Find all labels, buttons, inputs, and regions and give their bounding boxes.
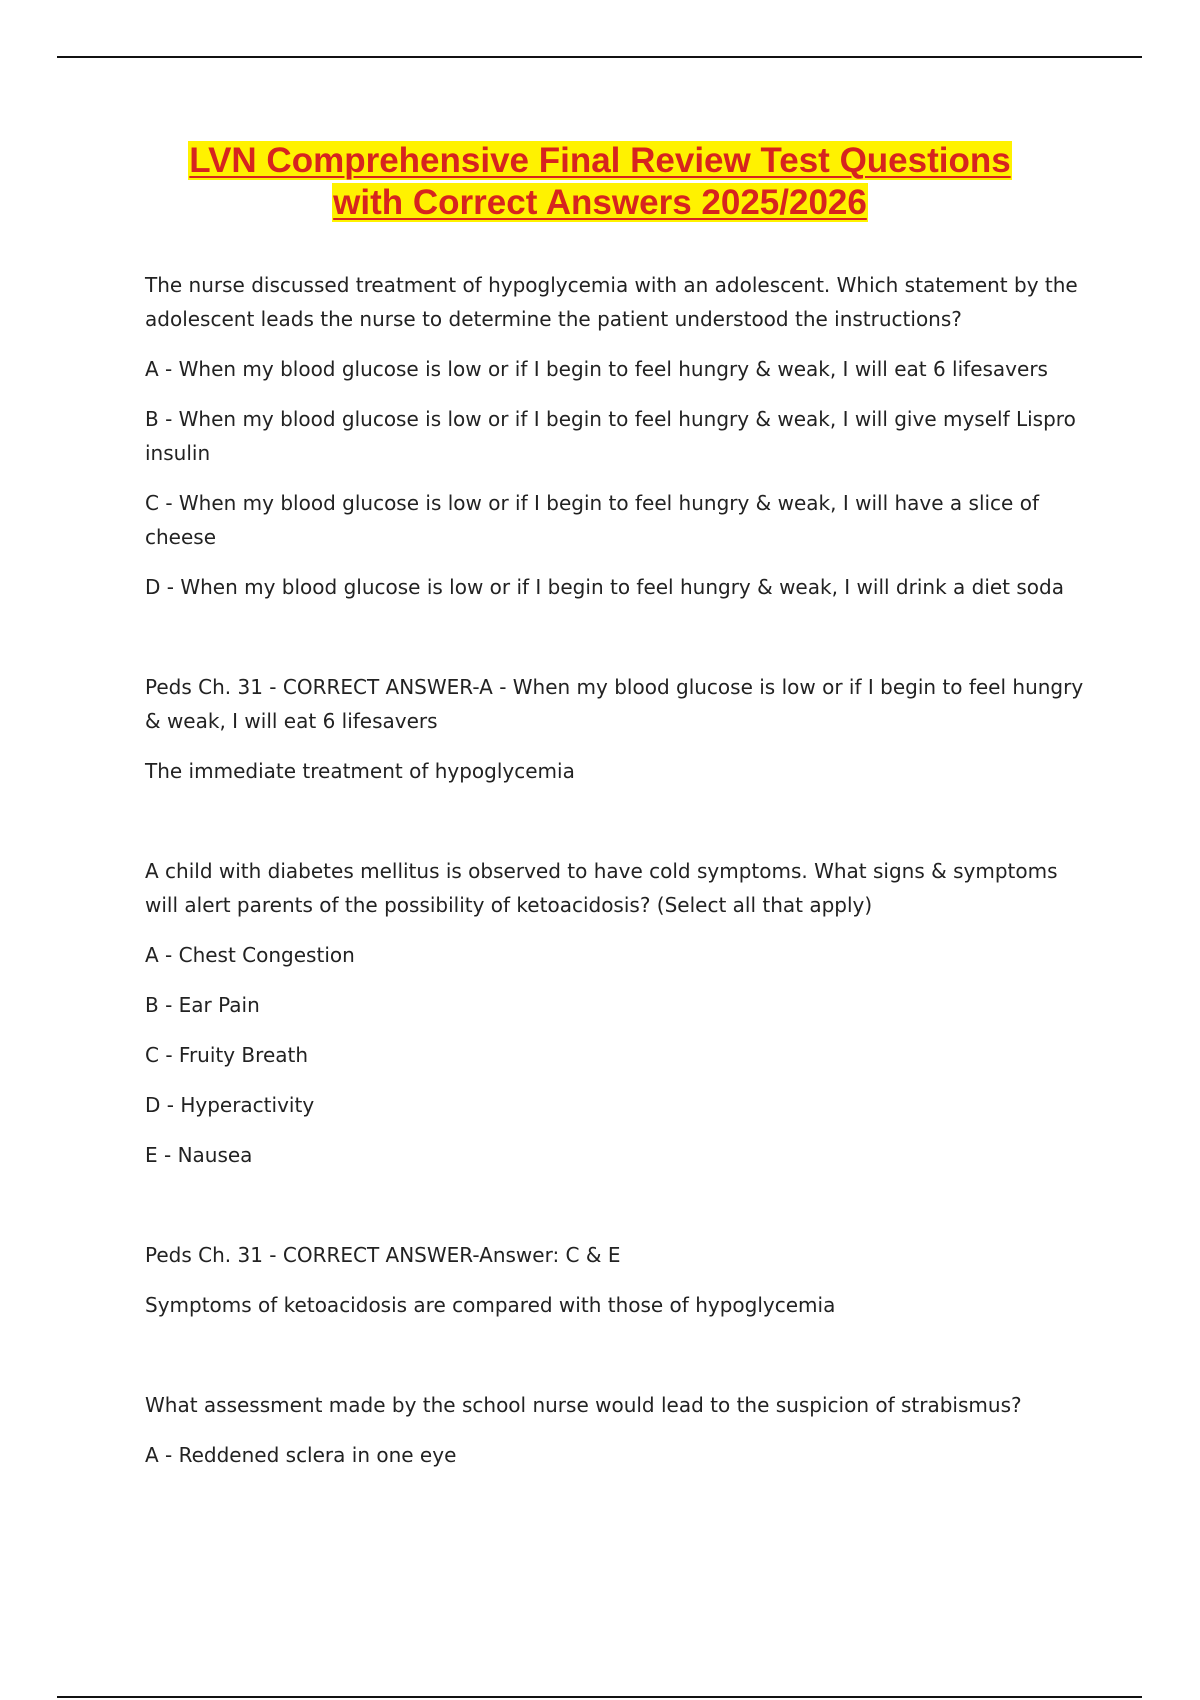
question-text: What assessment made by the school nurse would lead to the suspicion of strabismus? <box>145 1393 1022 1417</box>
bottom-rule <box>57 1696 1142 1698</box>
answer-option: C - Fruity Breath <box>145 1043 309 1067</box>
spacer <box>145 620 1090 670</box>
document-title <box>100 140 1100 224</box>
answer-option: A - Chest Congestion <box>145 943 355 967</box>
answer-option: E - Nausea <box>145 1143 253 1167</box>
answer-option: B - When my blood glucose is low or if I begin to feel hungry & weak, I will give myself Lispro insulin <box>145 407 1076 465</box>
rationale: The immediate treatment of hypoglycemia <box>145 759 575 783</box>
top-rule <box>57 56 1142 58</box>
title-line-1: LVN Comprehensive Final Review Test Questions <box>189 141 1011 180</box>
question-text: A child with diabetes mellitus is observed to have cold symptoms. What signs & symptoms will alert parents of the possibility of ketoacidosis? (Select all that apply) <box>145 859 1058 917</box>
spacer <box>145 1188 1090 1238</box>
title-line-2: with Correct Answers 2025/2026 <box>333 183 867 222</box>
correct-answer: Peds Ch. 31 - CORRECT ANSWER-A - When my blood glucose is low or if I begin to feel hungry & weak, I will eat 6 lifesavers <box>145 675 1084 733</box>
answer-option: A - When my blood glucose is low or if I begin to feel hungry & weak, I will eat 6 lifesavers <box>145 357 1048 381</box>
answer-option: B - Ear Pain <box>145 993 260 1017</box>
spacer <box>145 804 1090 854</box>
correct-answer: Peds Ch. 31 - CORRECT ANSWER-Answer: C & E <box>145 1243 621 1267</box>
document-body <box>145 268 1090 1488</box>
question-text: The nurse discussed treatment of hypoglycemia with an adolescent. Which statement by the adolescent leads the nurse to determine the patient understood the instructions? <box>145 273 1078 331</box>
rationale: Symptoms of ketoacidosis are compared with those of hypoglycemia <box>145 1293 836 1317</box>
answer-option: A - Reddened sclera in one eye <box>145 1443 457 1467</box>
answer-option: C - When my blood glucose is low or if I begin to feel hungry & weak, I will have a slice of cheese <box>145 491 1039 549</box>
answer-option: D - When my blood glucose is low or if I begin to feel hungry & weak, I will drink a diet soda <box>145 575 1064 599</box>
answer-option: D - Hyperactivity <box>145 1093 315 1117</box>
spacer <box>145 1338 1090 1388</box>
